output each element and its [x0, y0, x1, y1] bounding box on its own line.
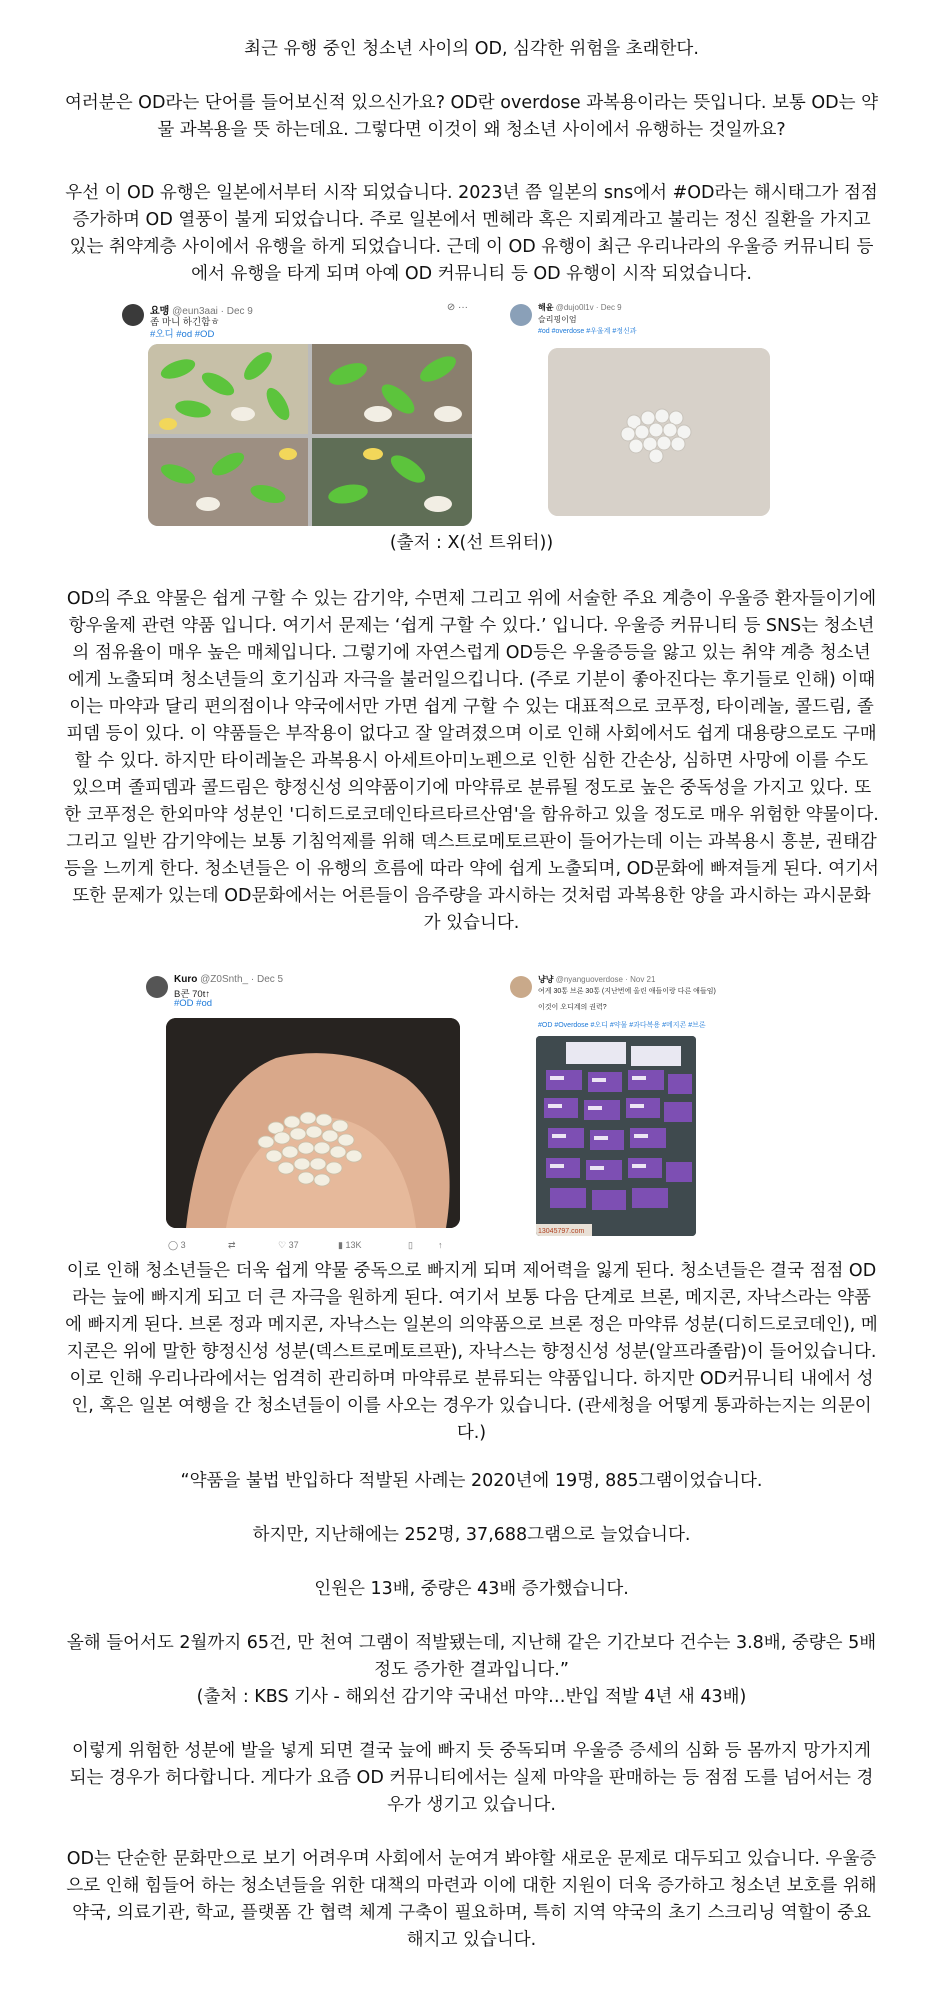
avatar	[122, 304, 144, 326]
paragraph-drugs: OD의 주요 약물은 쉽게 구할 수 있는 감기약, 수면제 그리고 위에 서술한 주요 계층이 우울증 환자들이기에 항우울제 관련 약품 입니다. 여기서 문제는 ‘쉽게 구할 수 있다.’ 입니다. 우울증 커뮤니티 등 SNS는 청소년의 점유율이 매우 높은 매체입니다. 그렇기에 자연스럽게 OD등은 우울증등을 앓고 있는 취약 계층 청소년에게 노출되며 청소년들의 호기심과 자극을 불러일으킵니다. (주로 기분이 좋아진다는 후기들로 인해) 이때 이는 마약과 달리 편의점이나 약국에서만 가면 쉽게 구할 수 있는 대표적으로 코푸정, 타이레놀, 콜드림, 졸피뎀 등이 있다. 이 약품들은 부작용이 없다고 잘 알려졌으며 이로 인해 사회에서도 쉽게 대용량으로도 구매 할 수 있다. 하지만 타이레놀은 과복용시 아세트아미노펜으로 인한 심한 간손상, 심하면 사망에 이를 수도 있으며 졸피뎀과 콜드림은 향정신성 의약품이기에 마약류로 분류될 정도로 높은 중독성을 가지고 있다. 또한 코푸정은 한외마약 성분인 '디히드로코데인타르타르산염'을 함유하고 있을 정도로 매우 위험한 약물이다. 그리고 일반 감기약에는 보통 기침억제를 위해 덱스트로메토르판이 들어가는데 이는 과복용시 흥분, 권태감등을 느끼게 한다. 청소년들은 이 유행의 흐름에 따라 약에 쉽게 노출되며, OD문화에 빠져들게 된다. 여기서 또한 문제가 있는데 OD문화에서는 어른들이 음주량을 과시하는 것처럼 과복용한 양을 과시하는 과시문화가 있습니다.	[64, 589, 879, 933]
tweet-hashtags: #오디 #od #OD	[150, 329, 215, 340]
quote-line-2: 하지만, 지난해에는 252명, 37,688그램으로 늘었습니다.	[252, 1525, 691, 1545]
avatar	[146, 976, 168, 998]
tweet-author: 해윤 @dujo0l1v · Dec 9	[538, 303, 622, 312]
tweet-author: Kuro @Z0Snth_ · Dec 5	[174, 974, 284, 985]
quote-line-3: 인원은 13배, 중량은 43배 증가했습니다.	[314, 1579, 629, 1599]
quote-line-4: 올해 들어서도 2월까지 65건, 만 천여 그램이 적발됐는데, 지난해 같은 기간보다 건수는 3.8배, 중량은 5배 정도 증가한 결과입니다.”	[66, 1633, 877, 1680]
paragraph-escalation: 이로 인해 청소년들은 더욱 쉽게 약물 중독으로 빠지게 되며 제어력을 잃게 된다. 청소년들은 결국 점점 OD라는 늪에 빠지게 되고 더 큰 자극을 원하게 된다. 여기서 보통 다음 단계로 브론, 메지콘, 자낙스라는 약품에 빠지게 된다. 브론 정과 메지콘, 자낙스는 일본의 의약품으로 브론 정은 마약류 성분(디히드로코데인), 메지콘은 위에 말한 향정신성 성분(덱스트로메토르판), 자낙스는 향정신성 성분(알프라졸람)이 들어있습니다. 이로 인해 우리나라에서는 엄격히 관리하며 마약류로 분류되는 약품입니다. 하지만 OD커뮤니티 내에서 성인, 혹은 일본 여행을 간 청소년들이 이를 사오는 경우가 있습니다. (관세청을 어떻게 통과하는지는 의문이다.)	[65, 1261, 878, 1443]
tweet-screenshots-row-2	[0, 968, 943, 1256]
tweet-hashtags: #OD #od	[174, 998, 213, 1009]
quote-source: (출처 : KBS 기사 - 해외선 감기약 국내선 마약…반입 적발 4년 새 43배)	[196, 1687, 747, 1707]
paragraph-conclusion: OD는 단순한 문화만으로 보기 어려우며 사회에서 눈여겨 봐야할 새로운 문제로 대두되고 있습니다. 우울증으로 인해 힘들어 하는 청소년들을 위한 대책의 마련과 이에 대한 지원이 더욱 증가하고 청소년 보호를 위해 약국, 의료기관, 학교, 플랫폼 간 협력 체계 구축이 필요하며, 특히 지역 약국의 초기 스크리닝 역할이 중요해지고 있습니다.	[66, 1849, 877, 1950]
article-title: 최근 유행 중인 청소년 사이의 OD, 심각한 위험을 초래한다.	[244, 39, 699, 59]
retweet-icon: ⇄	[228, 1240, 236, 1250]
like-icon: ♡ 37	[278, 1240, 299, 1250]
tweet-author: 냥냥 @nyanguoverdose · Nov 21	[538, 975, 656, 984]
more-icon: ⊘ ···	[446, 302, 468, 313]
paragraph-intro: 여러분은 OD라는 단어를 들어보신적 있으신가요? OD란 overdose 과복용이라는 뜻입니다. 보통 OD는 약물 과복용을 뜻 하는데요. 그렇다면 이것이 왜 청소년 사이에서 유행하는 것일까요?	[65, 93, 878, 140]
paragraph-danger: 이렇게 위험한 성분에 발을 넣게 되면 결국 늪에 빠지 듯 중독되며 우울증 증세의 심화 등 몸까지 망가지게 되는 경우가 허다합니다. 게다가 요즘 OD 커뮤니티에서는 실제 마약을 판매하는 등 점점 도를 넘어서는 경우가 생기고 있습니다.	[69, 1741, 874, 1815]
pills-in-hands-photo	[166, 1018, 460, 1228]
tweet-actions	[158, 1240, 452, 1254]
image-watermark: 13045797.com	[538, 1228, 585, 1235]
share-icon: ↑	[438, 1240, 443, 1250]
tweet-text: 슬리핑이엄	[538, 315, 577, 324]
pills-photo	[148, 344, 472, 526]
tweet-card	[136, 968, 466, 1258]
tweet-screenshots-row-1	[0, 296, 943, 526]
paragraph-origin: 우선 이 OD 유행은 일본에서부터 시작 되었습니다. 2023년 쯤 일본의 sns에서 #OD라는 해시태그가 점점 증가하며 OD 열풍이 불게 되었습니다. 주로 일본에서 멘헤라 혹은 지뢰계라고 불리는 정신 질환을 가지고 있는 취약계층 사이에서 유행을 하게 되었습니다. 근데 이 OD 유행이 최근 우리나라의 우울증 커뮤니티 등에서 유행을 타게 되며 아예 OD 커뮤니티 등 OD 유행이 시작 되었습니다.	[65, 183, 878, 284]
image-source-caption: (출저 : X(선 트위터))	[389, 533, 554, 553]
tweet-card	[500, 296, 776, 528]
tweet-text: B콘 70t↑	[174, 989, 211, 1000]
tweet-text: 여게 30통 브론 30통 (지난번에 올린 애들이랑 다른 애들임)	[538, 988, 716, 995]
avatar	[510, 304, 532, 326]
avatar	[510, 976, 532, 998]
tweet-hashtags: #od #overdose #우울계 #정신과	[538, 328, 637, 335]
pill-boxes-photo	[536, 1036, 696, 1236]
bookmark-icon: ▯	[408, 1240, 413, 1250]
quote-line-1: “약품을 불법 반입하다 적발된 사례는 2020년에 19명, 885그램이었습니다.	[180, 1471, 763, 1491]
tweet-card	[500, 968, 740, 1258]
tweet-author: 요맹 @eun3aai · Dec 9	[150, 306, 253, 317]
tweet-card	[112, 296, 482, 528]
pills-photo	[548, 348, 770, 516]
tweet-text-2: 이것이 오디계의 권력?	[538, 1004, 607, 1011]
tweet-hashtags: #OD #Overdose #오디 #약물 #과다복용 #메지콘 #브론	[538, 1022, 706, 1029]
tweet-text: 좀 마니 하긴함ㅎ	[150, 317, 220, 328]
reply-icon: ◯ 3	[168, 1240, 186, 1250]
views-icon: ▮ 13K	[338, 1240, 362, 1250]
